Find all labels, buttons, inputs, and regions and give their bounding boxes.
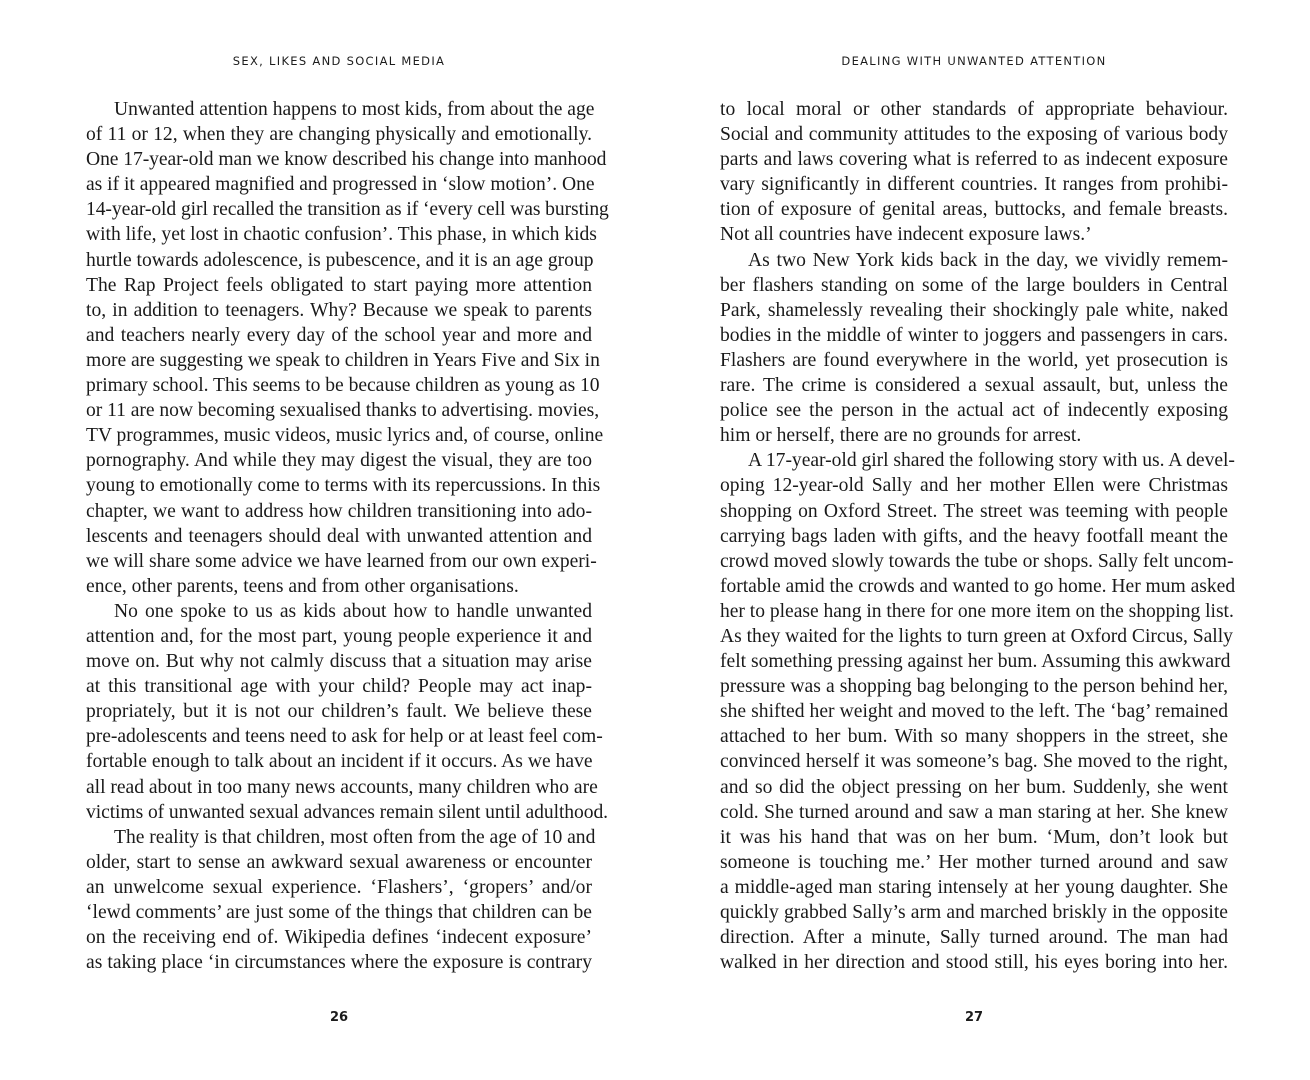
text-line: as taking place ‘in circumstances where the exposure is contrary	[86, 952, 592, 974]
page-number: 26	[329, 1010, 349, 1025]
page-number: 27	[964, 1010, 984, 1025]
text-line: cold. She turned around and saw a man staring at her. She knew	[720, 801, 1228, 823]
text-line: pornography. And while they may digest the visual, they are too	[86, 450, 592, 472]
text-line: A 17-year-old girl shared the following story with us. A devel-	[748, 450, 1235, 472]
text-line: fortable enough to talk about an incident if it occurs. As we have	[86, 751, 593, 773]
right-page	[655, 0, 1310, 1080]
text-line: all read about in too many news accounts, many children who are	[86, 776, 598, 798]
text-line: Park, shamelessly revealing their shockingly pale white, naked	[720, 299, 1228, 321]
text-line: vary significantly in different countries. It ranges from prohibi-	[720, 174, 1228, 196]
text-line: lescents and teenagers should deal with unwanted attention and	[86, 525, 592, 547]
text-line: or 11 are now becoming sexualised thanks to advertising. movies,	[86, 400, 600, 422]
text-line: pre-adolescents and teens need to ask for help or at least feel com-	[86, 726, 603, 748]
text-line: it was his hand that was on her bum. ‘Mum, don’t look but	[720, 826, 1228, 848]
text-line: Unwanted attention happens to most kids, from about the age	[114, 99, 595, 120]
text-line: Social and community attitudes to the exposing of various body	[720, 124, 1228, 146]
text-line: at this transitional age with your child? People may act inap-	[86, 676, 592, 698]
text-line: quickly grabbed Sally’s arm and marched briskly in the opposite	[720, 902, 1228, 923]
text-line: bodies in the middle of winter to joggers and passengers in cars.	[720, 324, 1228, 346]
text-line: to local moral or other standards of appropriate behaviour.	[720, 99, 1228, 120]
text-line: victims of unwanted sexual advances remain silent until adulthood.	[86, 801, 608, 823]
text-line: hurtle towards adolescence, is pubescence, and it is an age group	[86, 249, 594, 271]
text-line: police see the person in the actual act of indecently exposing	[720, 400, 1228, 422]
text-line: him or herself, there are no grounds for arrest.	[720, 425, 1082, 447]
running-head: SEX, LIKES AND SOCIAL MEDIA	[232, 54, 446, 68]
text-line: carrying bags laden with gifts, and the heavy footfall meant the	[720, 525, 1228, 547]
text-line: convinced herself it was someone’s bag. She moved to the right,	[720, 751, 1228, 773]
text-line: rare. The crime is considered a sexual assault, but, unless the	[720, 375, 1228, 397]
text-line: and so did the object pressing on her bum. Suddenly, she went	[720, 776, 1228, 798]
text-line: direction. After a minute, Sally turned around. The man had	[720, 927, 1228, 949]
text-line: oping 12-year-old Sally and her mother Ellen were Christmas	[720, 475, 1228, 497]
text-line: with life, yet lost in chaotic confusion’. This phase, in which kids	[86, 224, 597, 246]
text-line: to, in addition to teenagers. Why? Because we speak to parents	[86, 299, 592, 321]
text-line: young to emotionally come to terms with its repercussions. In this	[86, 475, 601, 497]
running-head: DEALING WITH UNWANTED ATTENTION	[841, 54, 1107, 68]
text-line: attention and, for the most part, young people experience it and	[86, 625, 592, 647]
text-line: of 11 or 12, when they are changing physically and emotionally.	[86, 124, 592, 146]
body-text	[720, 97, 1236, 975]
text-line: fortable amid the crowds and wanted to go home. Her mum asked	[720, 575, 1236, 597]
text-line: someone is touching me.’ Her mother turned around and saw	[720, 851, 1228, 873]
text-line: older, start to sense an awkward sexual awareness or encounter	[86, 851, 592, 873]
text-line: on the receiving end of. Wikipedia defines ‘indecent exposure’	[86, 927, 592, 949]
text-line: ence, other parents, teens and from other organisations.	[86, 575, 519, 597]
text-line: crowd moved slowly towards the tube or shops. Sally felt uncom-	[720, 550, 1234, 572]
text-line: parts and laws covering what is referred to as indecent exposure	[720, 149, 1228, 171]
text-line: her to please hang in there for one more item on the shopping list.	[720, 600, 1234, 622]
text-line: TV programmes, music videos, music lyrics and, of course, online	[86, 425, 604, 447]
text-line: Flashers are found everywhere in the world, yet prosecution is	[720, 349, 1228, 371]
text-line: tion of exposure of genital areas, buttocks, and female breasts.	[720, 199, 1228, 221]
text-line: As two New York kids back in the day, we vividly remem-	[748, 249, 1228, 271]
text-line: shopping on Oxford Street. The street was teeming with people	[720, 500, 1228, 522]
text-line: The reality is that children, most often from the age of 10 and	[114, 826, 596, 848]
text-line: As they waited for the lights to turn green at Oxford Circus, Sally	[720, 625, 1233, 647]
text-line: felt something pressing against her bum. Assuming this awkward	[720, 651, 1231, 673]
text-line: she shifted her weight and moved to the left. The ‘bag’ remained	[720, 701, 1228, 723]
text-line: ‘lewd comments’ are just some of the things that children can be	[86, 902, 592, 923]
text-line: a middle-aged man staring intensely at her young daughter. She	[720, 876, 1228, 898]
text-line: an unwelcome sexual experience. ‘Flashers’, ‘gropers’ and/or	[86, 876, 592, 898]
text-line: The Rap Project feels obligated to start paying more attention	[86, 274, 592, 296]
text-line: and teachers nearly every day of the school year and more and	[86, 324, 592, 346]
text-line: move on. But why not calmly discuss that a situation may arise	[86, 651, 592, 673]
text-line: as if it appeared magnified and progressed in ‘slow motion’. One	[86, 174, 595, 196]
text-line: One 17-year-old man we know described his change into manhood	[86, 149, 607, 171]
text-line: Not all countries have indecent exposure laws.’	[720, 224, 1092, 246]
text-line: propriately, but it is not our children’s fault. We believe these	[86, 701, 592, 723]
text-line: attached to her bum. With so many shoppers in the street, she	[720, 726, 1228, 748]
text-line: chapter, we want to address how children transitioning into ado-	[86, 500, 592, 522]
text-line: pressure was a shopping bag belonging to the person behind her,	[720, 676, 1228, 698]
body-text	[86, 97, 609, 975]
text-line: primary school. This seems to be because children as young as 10	[86, 375, 600, 397]
text-line: ber flashers standing on some of the large boulders in Central	[720, 274, 1228, 296]
text-line: more are suggesting we speak to children in Years Five and Six in	[86, 349, 600, 371]
text-line: 14-year-old girl recalled the transition as if ‘every cell was bursting	[86, 199, 609, 221]
text-line: walked in her direction and stood still, his eyes boring into her.	[720, 952, 1228, 974]
text-line: No one spoke to us as kids about how to handle unwanted	[114, 600, 592, 622]
text-line: we will share some advice we have learned from our own experi-	[86, 550, 597, 572]
